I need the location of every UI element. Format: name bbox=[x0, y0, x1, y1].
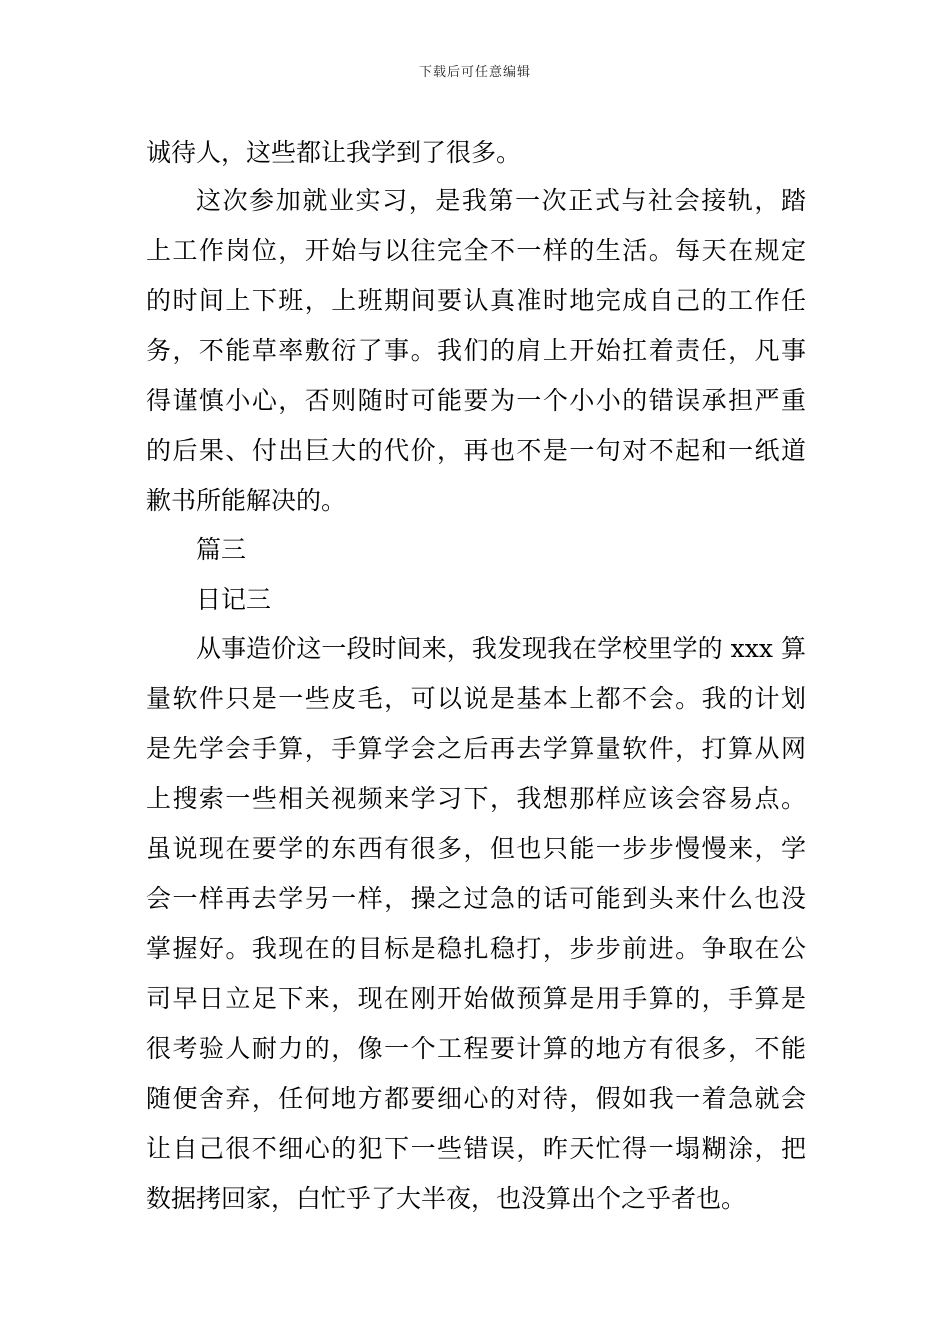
paragraph-first-line: 从事造价这一段时间来，我发现我在学校里学的 xxx 算 bbox=[196, 634, 806, 663]
section-heading: 篇三 bbox=[196, 535, 247, 564]
body-line: 掌握好。我现在的目标是稳扎稳打，步步前进。争取在公 bbox=[146, 934, 806, 963]
body-line: 的时间上下班，上班期间要认真准时地完成自己的工作任 bbox=[146, 286, 806, 315]
body-line: 随便舍弃，任何地方都要细心的对待，假如我一着急就会 bbox=[146, 1084, 806, 1113]
body-line: 让自己很不细心的犯下一些错误，昨天忙得一塌糊涂，把 bbox=[146, 1134, 806, 1163]
body-line: 诚待人，这些都让我学到了很多。 bbox=[146, 138, 522, 167]
body-line: 会一样再去学另一样，操之过急的话可能到头来什么也没 bbox=[146, 884, 806, 913]
body-line: 上搜索一些相关视频来学习下，我想那样应该会容易点。 bbox=[146, 784, 806, 813]
diary-heading: 日记三 bbox=[196, 585, 272, 614]
body-line: 务，不能草率敷衍了事。我们的肩上开始扛着责任，凡事 bbox=[146, 336, 806, 365]
page-header: 下载后可任意编辑 bbox=[418, 65, 531, 80]
body-line: 是先学会手算，手算学会之后再去学算量软件，打算从网 bbox=[146, 734, 806, 763]
body-line: 歉书所能解决的。 bbox=[146, 486, 347, 515]
body-line: 的后果、付出巨大的代价，再也不是一句对不起和一纸道 bbox=[146, 436, 806, 465]
body-line: 量软件只是一些皮毛，可以说是基本上都不会。我的计划 bbox=[146, 684, 806, 713]
body-line: 虽说现在要学的东西有很多，但也只能一步步慢慢来，学 bbox=[146, 834, 806, 863]
body-line: 数据拷回家，白忙乎了大半夜，也没算出个之乎者也。 bbox=[146, 1184, 747, 1213]
paragraph-first-line: 这次参加就业实习，是我第一次正式与社会接轨，踏 bbox=[196, 186, 806, 215]
body-line: 司早日立足下来，现在刚开始做预算是用手算的，手算是 bbox=[146, 984, 806, 1013]
body-line: 得谨慎小心，否则随时可能要为一个小小的错误承担严重 bbox=[146, 386, 806, 415]
body-line: 很考验人耐力的，像一个工程要计算的地方有很多，不能 bbox=[146, 1034, 806, 1063]
body-line: 上工作岗位，开始与以往完全不一样的生活。每天在规定 bbox=[146, 236, 806, 265]
